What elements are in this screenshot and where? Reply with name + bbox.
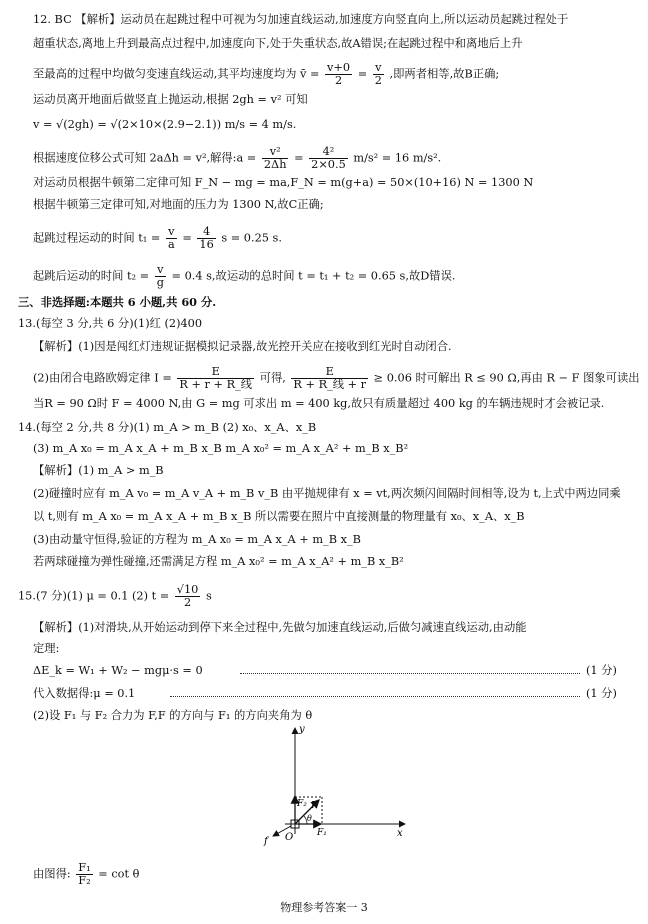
q12-line-2: 超重状态,离地上升到最高点过程中,加速度向下,处于失重状态,故A错误;在起跳过程中和离地后上升	[33, 37, 523, 50]
q15-line-3: 定理:	[33, 642, 60, 655]
q13-line-1: 13.(每空 3 分,共 6 分)(1)红 (2)400	[18, 317, 203, 330]
dot-leader	[240, 673, 580, 674]
q14-line-2: (3) m_A x₀ = m_A x_A + m_B x_B m_A x₀² = m_A x_A² + m_B x_B²	[33, 442, 409, 455]
q12-line-10: 起跳后运动的时间 t₂ = $\frac{v}{g}$ = 0.4 s,故运动的总时间 t = t₁ + t₂ = 0.65 s,故D错误.	[33, 263, 456, 289]
q12-line-5: v = √(2gh) = √(2×10×(2.9−2.1)) m/s = 4 m/s.	[33, 118, 297, 131]
fraction: $\frac{v}{g}$	[156, 263, 164, 289]
q12-line-7: 对运动员根据牛顿第二定律可知 F_N − mg = ma,F_N = m(g+a) = 50×(10+16) N = 1300 N	[33, 176, 534, 189]
q12-line-8: 根据牛顿第三定律可知,对地面的压力为 1300 N,故C正确;	[33, 198, 324, 211]
q15-line-2: 【解析】(1)对滑块,从开始运动到停下来全过程中,先做匀加速直线运动,后做匀减速直线运动,由动能	[33, 621, 527, 634]
q15-line-6: (2)设 F₁ 与 F₂ 合力为 F,F 的方向与 F₁ 的方向夹角为 θ	[33, 709, 313, 722]
fraction: $\frac{4}{16}$	[199, 225, 214, 251]
theta-label: θ	[307, 814, 312, 823]
fraction: $\frac{v+0}{2}$	[327, 61, 351, 87]
q15-line-1: 15.(7 分)(1) μ = 0.1 (2) t = $\frac{√10}{2}$ s	[18, 583, 212, 609]
fraction: $\frac{E}{\text{R + r + R\_线}}$	[179, 365, 253, 391]
q13-line-3: (2)由闭合电路欧姆定律 I = $\frac{E}{\text{R + r + R\_线}}$ 可得, $\frac{E}{\text{R + R\_线 + r}}$ ≥ 0.06 时可解出 R ≤ 90 Ω,再由 R − F 图象可读出	[33, 365, 640, 391]
y-label: y	[299, 724, 305, 735]
fraction: $\frac{v}{a}$	[167, 225, 175, 251]
q14-line-6: (3)由动量守恒得,验证的方程为 m_A x₀ = m_A x_A + m_B x_B	[33, 533, 361, 546]
force-diagram	[255, 722, 425, 850]
origin-label: O	[285, 832, 294, 843]
fraction: $\frac{E}{\text{R + R\_线 + r}}$	[293, 365, 367, 391]
q14-line-3: 【解析】(1) m_A > m_B	[33, 464, 164, 477]
q13-line-4: 当R = 90 Ω时 F = 4000 N,由 G = mg 可求出 m = 400 kg,故只有质量超过 400 kg 的车辆违规时才会被记录.	[33, 397, 605, 410]
q14-line-4: (2)碰撞时应有 m_A v₀ = m_A v_A + m_B v_B 由平抛规律有 x = vt,两次频闪间隔时间相等,设为 t,上式中两边同乘	[33, 487, 621, 500]
q12-line-1: 12. BC 【解析】运动员在起跳过程中可视为匀加速直线运动,加速度方向竖直向上,所以运动员起跳过程处于	[33, 13, 569, 26]
q14-line-7: 若两球碰撞为弹性碰撞,还需满足方程 m_A x₀² = m_A x_A² + m_B x_B²	[33, 555, 404, 568]
q15-line-7: 由图得: $\frac{\text{F₁}}{\text{F₂}}$ = cot θ	[33, 861, 140, 887]
q12-line-3: 至最高的过程中均做匀变速直线运动,其平均速度均为 v̄ = $\frac{v+0}{2}$ = $\frac{v}{2}$ ,即两者相等,故B正确;	[33, 61, 500, 87]
q14-line-5: 以 t,则有 m_A x₀ = m_A x_A + m_B x_B 所以需要在照片中直接测量的物理量有 x₀、x_A、x_B	[33, 510, 525, 523]
fraction: $\frac{√10}{2}$	[176, 583, 199, 609]
score-mark: (1 分)	[586, 687, 617, 700]
score-mark: (1 分)	[586, 664, 617, 677]
q14-line-1: 14.(每空 2 分,共 8 分)(1) m_A > m_B (2) x₀、x_A、x_B	[18, 421, 317, 434]
f2-label: F₂	[297, 799, 307, 809]
f-label: F	[311, 801, 318, 811]
f1-label: F₁	[317, 828, 327, 838]
q15-line-4: ΔE_k = W₁ + W₂ − mgμ·s = 0	[33, 664, 203, 677]
q13-line-2: 【解析】(1)因是闯红灯违规证据模拟记录器,故光控开关应在接收到红光时自动闭合.	[33, 340, 452, 353]
q12-line-4: 运动员离开地面后做竖直上抛运动,根据 2gh = v² 可知	[33, 93, 308, 106]
q12-line-6: 根据速度位移公式可知 2aΔh = v²,解得:a = $\frac{\text{v²}}{2\Delta h}$ = $\frac{\text{4²}}{2\times 0.5}$ m/s² = 16 m/s².	[33, 145, 442, 171]
page-footer: 物理参考答案一 3	[280, 901, 368, 914]
q15-line-5: 代入数据得:μ = 0.1	[33, 687, 136, 700]
fraction: $\frac{\text{4²}}{2\times 0.5}$	[311, 145, 346, 171]
fraction: $\frac{\text{v²}}{2\Delta h}$	[263, 145, 287, 171]
friction-label: f	[264, 836, 268, 847]
section-heading: 三、非选择题:本题共 6 小题,共 60 分.	[18, 295, 217, 309]
fraction: $\frac{\text{F₁}}{\text{F₂}}$	[78, 861, 91, 887]
dot-leader	[170, 696, 580, 697]
fraction: $\frac{v}{2}$	[374, 61, 382, 87]
x-label: x	[397, 828, 403, 839]
q12-line-9: 起跳过程运动的时间 t₁ = $\frac{v}{a}$ = $\frac{4}{16}$ s = 0.25 s.	[33, 225, 282, 251]
